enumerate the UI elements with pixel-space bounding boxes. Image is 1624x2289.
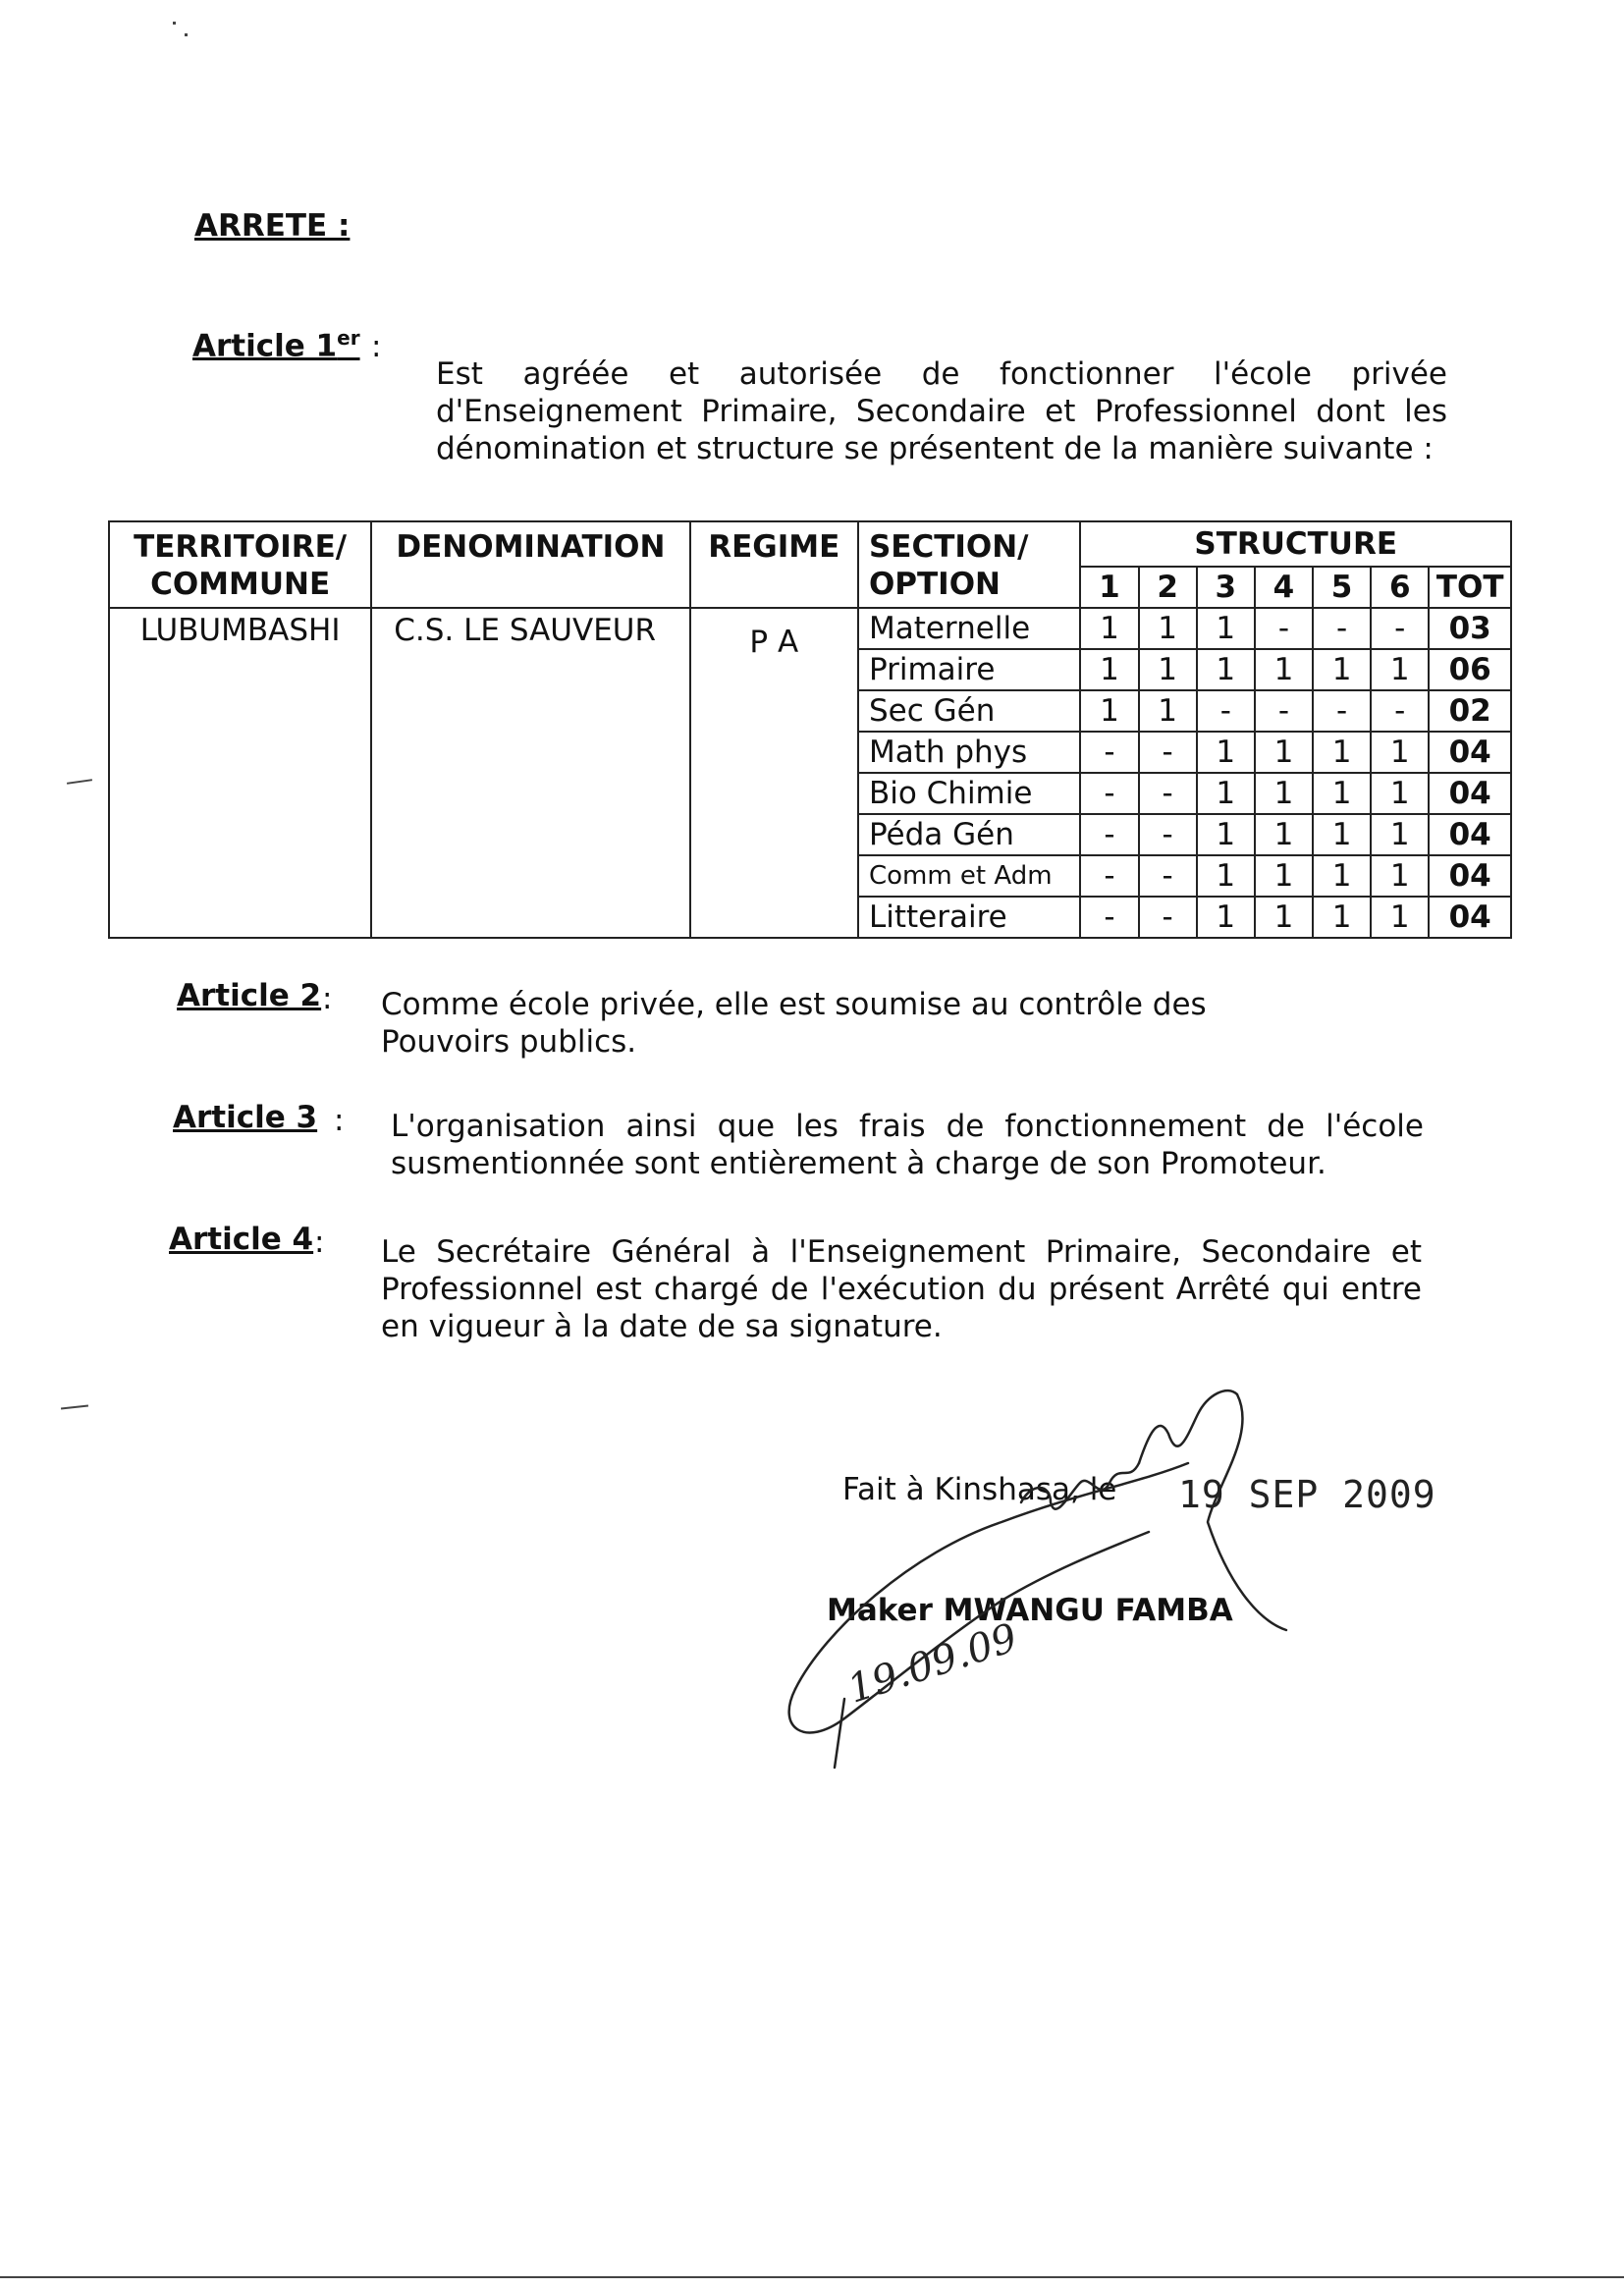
total-cell: 04 [1429, 773, 1511, 814]
article-2-label: Article 2 [177, 978, 322, 1013]
scan-speck [173, 22, 176, 25]
value-cell: 1 [1197, 897, 1255, 938]
value-cell: 1 [1139, 690, 1197, 732]
handwritten-date: 19.09.09 [842, 1614, 1023, 1713]
value-cell: - [1139, 855, 1197, 897]
value-cell: 1 [1313, 732, 1371, 773]
total-cell: 04 [1429, 897, 1511, 938]
value-cell: 1 [1371, 855, 1429, 897]
article-2-text: Comme école privée, elle est soumise au contrôle des Pouvoirs publics. [381, 987, 1207, 1060]
value-cell: - [1313, 690, 1371, 732]
value-cell: 1 [1197, 732, 1255, 773]
header-col-6: 6 [1371, 567, 1429, 608]
value-cell: - [1255, 690, 1313, 732]
value-cell: 1 [1139, 649, 1197, 690]
value-cell: 1 [1197, 814, 1255, 855]
value-cell: 1 [1197, 855, 1255, 897]
place-date: Fait à Kinshasa, le [842, 1472, 1117, 1507]
total-cell: 04 [1429, 732, 1511, 773]
value-cell: 1 [1371, 897, 1429, 938]
value-cell: - [1080, 855, 1138, 897]
scan-edge [0, 2276, 1624, 2278]
value-cell: 1 [1255, 649, 1313, 690]
total-cell: 06 [1429, 649, 1511, 690]
scan-speck [67, 779, 92, 785]
article-1-label [192, 326, 360, 363]
value-cell: - [1080, 773, 1138, 814]
stamp-date: 19 SEP 2009 [1178, 1473, 1436, 1516]
value-cell: - [1255, 608, 1313, 649]
value-cell: - [1080, 897, 1138, 938]
section-cell: Math phys [858, 732, 1080, 773]
header-col-5: 5 [1313, 567, 1371, 608]
value-cell: 1 [1255, 855, 1313, 897]
article-4-label: Article 4 [169, 1222, 314, 1257]
value-cell: 1 [1080, 649, 1138, 690]
section-cell: Bio Chimie [858, 773, 1080, 814]
value-cell: 1 [1313, 855, 1371, 897]
regime-cell: P A [690, 608, 858, 938]
header-col-tot: TOT [1429, 567, 1511, 608]
header-col-1: 1 [1080, 567, 1138, 608]
total-cell: 04 [1429, 855, 1511, 897]
article-4-separator: : [314, 1225, 325, 1260]
value-cell: 1 [1139, 608, 1197, 649]
value-cell: 1 [1313, 649, 1371, 690]
value-cell: - [1371, 608, 1429, 649]
header-regime: REGIME [690, 521, 858, 608]
article-1-label-text: Article 1 [192, 328, 338, 364]
signatory-name: Maker MWANGU FAMBA [827, 1593, 1233, 1628]
value-cell: - [1371, 690, 1429, 732]
scan-speck [185, 33, 188, 36]
article-2-separator: : [322, 981, 333, 1016]
article-1-separator: : [371, 329, 382, 364]
structure-table [108, 520, 1512, 939]
header-denomination: DENOMINATION [371, 521, 689, 608]
denomination-cell: C.S. LE SAUVEUR [371, 608, 689, 938]
value-cell: 1 [1255, 773, 1313, 814]
handwritten-signature [766, 1375, 1316, 1787]
scan-speck [61, 1405, 88, 1410]
value-cell: 1 [1313, 814, 1371, 855]
value-cell: - [1139, 814, 1197, 855]
value-cell: 1 [1313, 897, 1371, 938]
value-cell: - [1139, 732, 1197, 773]
value-cell: 1 [1197, 773, 1255, 814]
total-cell: 02 [1429, 690, 1511, 732]
header-col-3: 3 [1197, 567, 1255, 608]
value-cell: - [1139, 897, 1197, 938]
value-cell: - [1080, 814, 1138, 855]
page-title: ARRETE : [194, 208, 351, 244]
value-cell: 1 [1313, 773, 1371, 814]
header-structure: STRUCTURE [1080, 521, 1511, 567]
section-cell: Maternelle [858, 608, 1080, 649]
article-1-text: Est agréée et autorisée de fonctionner l'école privée d'Enseignement Primaire, Secondaire et Professionnel dont les dénomination et structure se présentent de la manière suivante : [436, 356, 1447, 466]
value-cell: - [1139, 773, 1197, 814]
section-cell: Primaire [858, 649, 1080, 690]
section-cell: Sec Gén [858, 690, 1080, 732]
territoire-cell: LUBUMBASHI [109, 608, 371, 938]
total-cell: 03 [1429, 608, 1511, 649]
section-cell: Péda Gén [858, 814, 1080, 855]
value-cell: 1 [1371, 773, 1429, 814]
value-cell: - [1313, 608, 1371, 649]
value-cell: - [1197, 690, 1255, 732]
article-1-label-sup: er [337, 326, 360, 350]
value-cell: - [1080, 732, 1138, 773]
section-cell: Comm et Adm [858, 855, 1080, 897]
value-cell: 1 [1255, 814, 1313, 855]
value-cell: 1 [1371, 814, 1429, 855]
header-col-4: 4 [1255, 567, 1313, 608]
value-cell: 1 [1255, 732, 1313, 773]
value-cell: 1 [1080, 608, 1138, 649]
header-col-2: 2 [1139, 567, 1197, 608]
value-cell: 1 [1371, 732, 1429, 773]
value-cell: 1 [1255, 897, 1313, 938]
article-4-text: Le Secrétaire Général à l'Enseignement Primaire, Secondaire et Professionnel est chargé de l'exécution du présent Arrêté qui entre en vigueur à la date de sa signature. [381, 1234, 1422, 1344]
value-cell: 1 [1371, 649, 1429, 690]
value-cell: 1 [1197, 649, 1255, 690]
article-3-text: L'organisation ainsi que les frais de fonctionnement de l'école susmentionnée sont entièrement à charge de son Promoteur. [391, 1109, 1424, 1181]
article-3-label: Article 3 [173, 1100, 318, 1135]
value-cell: 1 [1197, 608, 1255, 649]
article-3-separator: : [334, 1103, 345, 1138]
table-row [109, 608, 1511, 649]
section-cell: Litteraire [858, 897, 1080, 938]
total-cell: 04 [1429, 814, 1511, 855]
header-territoire: TERRITOIRE/ COMMUNE [109, 521, 371, 608]
header-section: SECTION/ OPTION [858, 521, 1080, 608]
value-cell: 1 [1080, 690, 1138, 732]
